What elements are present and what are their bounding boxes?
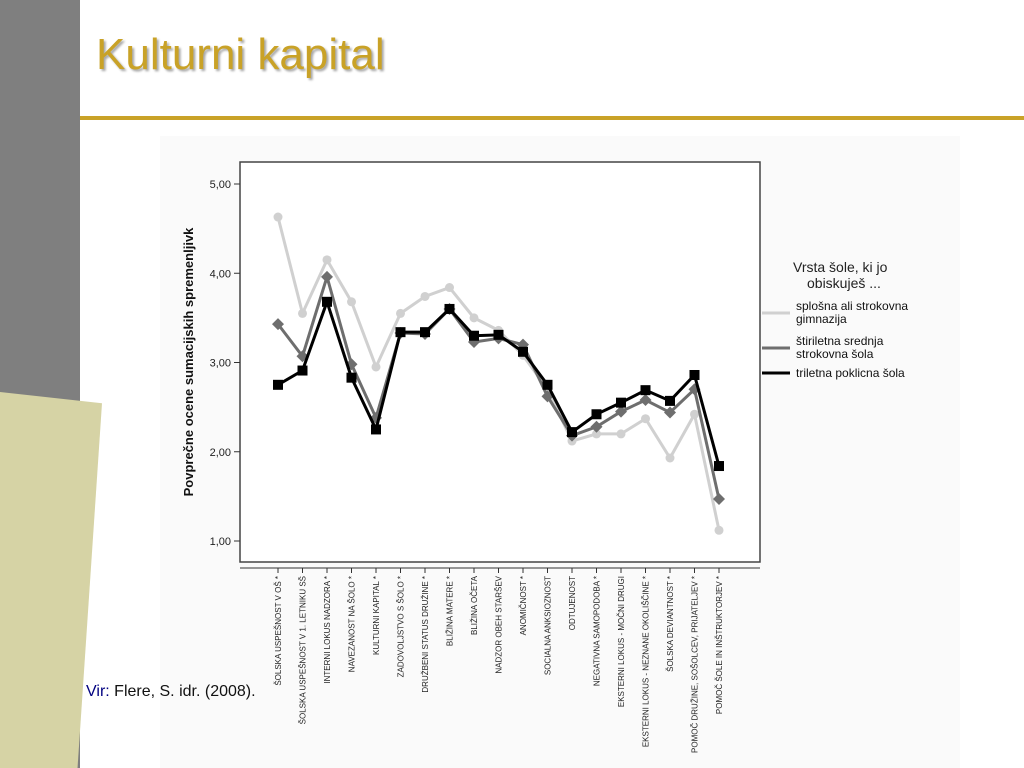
x-tick-label: ŠOLSKA USPEŠNOST V 1. LETNIKU SŠ: [298, 576, 308, 725]
x-tick-label: ODTUJENOST: [568, 576, 577, 631]
data-point: [518, 347, 528, 357]
data-point: [421, 292, 430, 301]
y-tick-label: 2,00: [209, 446, 231, 459]
data-point: [714, 461, 724, 471]
decorative-card: [0, 392, 102, 768]
legend-label: štiriletna srednja strokovna šola: [796, 334, 884, 361]
data-point: [592, 409, 602, 419]
slide-title: Kulturni kapital: [96, 30, 385, 79]
legend-label: splošna ali strokovna gimnazija: [796, 299, 909, 326]
data-point: [469, 331, 479, 341]
data-point: [322, 297, 332, 307]
x-tick-label: BLIŽINA MATERE *: [445, 576, 455, 647]
title-underline: [80, 116, 1024, 120]
source-prefix: Vir:: [86, 683, 110, 700]
legend-label: triletna poklicna šola: [796, 366, 905, 380]
source-text: Flere, S. idr. (2008).: [109, 683, 256, 700]
source-citation: [86, 683, 256, 701]
data-point: [690, 370, 700, 380]
data-point: [396, 309, 405, 318]
data-point: [567, 427, 577, 437]
data-point: [470, 313, 479, 322]
data-point: [617, 429, 626, 438]
x-tick-label: ANOMIČNOST *: [519, 576, 528, 636]
data-point: [396, 327, 406, 337]
y-tick-label: 4,00: [209, 268, 231, 281]
chart-panel: [160, 136, 960, 768]
x-tick-label: ŠOLSKA DEVIANTNOST *: [666, 576, 675, 672]
y-tick-label: 5,00: [209, 179, 231, 191]
data-point: [420, 327, 430, 337]
data-point: [494, 330, 504, 340]
x-tick-label: ŠOLSKA USPEŠNOST V OŠ *: [274, 576, 283, 686]
y-tick-label: 1,00: [209, 536, 231, 548]
x-tick-label: KULTURNI KAPITAL *: [372, 576, 381, 655]
x-tick-label: EKSTERNI LOKUS - NEZNANE OKOLIŠČINE *: [641, 576, 651, 748]
x-tick-label: ZADOVOLJSTVO S ŠOLO *: [396, 576, 406, 678]
line-chart: [160, 136, 960, 768]
y-axis-title: Povprečne ocene sumacijskih spremenljivk: [181, 227, 196, 497]
x-tick-label: NADZOR OBEH STARŠEV: [494, 576, 504, 674]
data-point: [641, 385, 651, 395]
data-point: [273, 380, 283, 390]
data-point: [665, 396, 675, 406]
data-point: [641, 414, 650, 423]
x-tick-label: POMOČ DRUŽINE, SOŠOLCEV, PRIJATELJEV *: [690, 576, 700, 753]
data-point: [347, 297, 356, 306]
x-tick-label: NAVEZANOST NA ŠOLO *: [347, 576, 357, 673]
data-point: [445, 304, 455, 314]
data-point: [298, 309, 307, 318]
x-tick-label: INTERNI LOKUS NADZORA *: [323, 576, 332, 684]
x-tick-label: POMOČ ŠOLE IN INŠTRUKTORJEV *: [715, 576, 724, 715]
x-tick-label: DRUŽBENI STATUS DRUŽINE *: [421, 576, 430, 693]
x-tick-label: SOCIALNA ANKSIOZNOST: [543, 576, 553, 676]
x-tick-label: BLIŽINA OČETA: [470, 576, 479, 635]
data-point: [445, 283, 454, 292]
data-point: [372, 362, 381, 371]
data-point: [323, 255, 332, 264]
data-point: [371, 424, 381, 434]
data-point: [274, 213, 283, 222]
data-point: [543, 380, 553, 390]
data-point: [690, 410, 699, 419]
data-point: [666, 453, 675, 462]
data-point: [298, 366, 308, 376]
data-point: [715, 526, 724, 535]
x-tick-label: EKSTERNI LOKUS - MOČNI DRUGI: [617, 576, 626, 708]
plot-frame: [240, 162, 760, 562]
legend-title: Vrsta šole, ki jo obiskuješ ...: [793, 259, 888, 291]
data-point: [616, 398, 626, 408]
x-tick-label: NEGATIVNA SAMOPODOBA *: [592, 576, 602, 687]
y-tick-label: 3,00: [209, 357, 231, 370]
data-point: [347, 373, 357, 383]
